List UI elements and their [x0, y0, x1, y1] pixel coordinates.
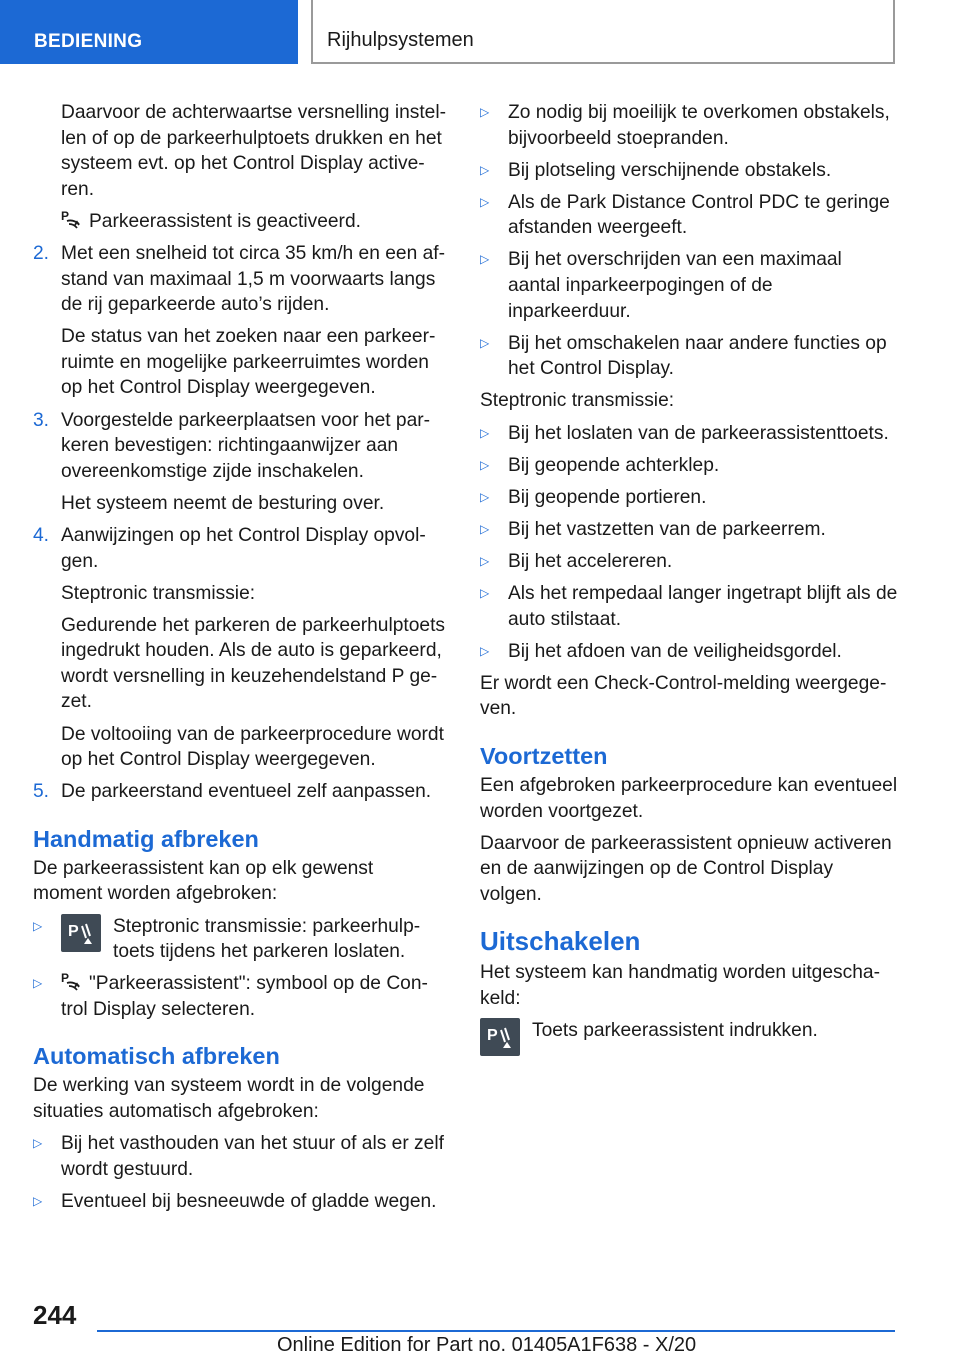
list-item-text: Als de Park Distance Control PDC te geringe afstanden weergeeft.	[508, 191, 890, 239]
list-item-text: Bij het vastzetten van de parkeerrem.	[508, 518, 826, 540]
bullet-triangle-icon: ▷	[480, 162, 490, 177]
list-item	[480, 485, 898, 511]
chapter-header	[311, 0, 895, 64]
step-number: 4.	[33, 524, 50, 546]
list-item	[480, 247, 898, 324]
bullet-triangle-icon: ▷	[480, 489, 490, 504]
activated-line	[33, 209, 447, 235]
svg-text:P: P	[68, 922, 79, 940]
footer-divider	[97, 1330, 895, 1332]
list-item-text: Bij plotseling verschijnende obstakels.	[508, 159, 832, 181]
chapter-title: Rijhulpsystemen	[327, 29, 474, 51]
parking-button-glyph	[486, 1024, 514, 1050]
step-5	[33, 779, 447, 805]
list-item-text: "Parkeerassistent": symbool op de Control Display selecteren.	[61, 973, 428, 1020]
step-text: Voorgestelde parkeerplaatsen voor het parkeren bevestigen: richtingaanwijzer aan overeenkomstige zijde inschakelen.	[61, 409, 431, 482]
svg-text:P: P	[487, 1027, 498, 1045]
parking-assistant-icon	[61, 209, 83, 229]
list-item-text: Bij geopende portieren.	[508, 486, 707, 508]
step-2	[33, 241, 447, 401]
step-4	[33, 523, 447, 773]
manual-cancel-heading: Handmatig afbreken	[33, 825, 259, 852]
list-item-text: Als het rempedaal langer ingetrapt blijft als de auto stilstaat.	[508, 583, 898, 630]
bullet-triangle-icon: ▷	[33, 918, 43, 933]
list-item	[480, 581, 898, 632]
activated-text: Parkeerassistent is geactiveerd.	[89, 210, 361, 232]
step-text: Gedurende het parkeren de parkeerhulptoets ingedrukt houden. Als de auto is geparkeerd, wordt versnelling in keuzehendelstand P gezet.	[61, 614, 446, 713]
footer-edition: Online Edition for Part no. 01405A1F638 - X/20	[277, 1334, 697, 1356]
bullet-triangle-icon: ▷	[480, 643, 490, 658]
list-item	[33, 1131, 447, 1182]
continue-text: Daarvoor de parkeerassistent opnieuw activeren en de aanwijzingen op de Control Display volgen.	[480, 832, 892, 905]
bullet-triangle-icon: ▷	[480, 252, 490, 267]
bullet-triangle-icon: ▷	[480, 194, 490, 209]
list-item-text: Bij het omschakelen naar andere functies op het Control Display.	[508, 332, 887, 380]
svg-text:P: P	[61, 971, 70, 986]
auto-cancel-heading: Automatisch afbreken	[33, 1043, 280, 1070]
switch-off-text: Het systeem kan handmatig worden uitgeschakeld:	[480, 962, 880, 1010]
step-text: Het systeem neemt de besturing over.	[61, 492, 385, 514]
list-item-text: Bij het overschrijden van een maximaal aantal inparkeerpogingen of de inparkeerduur.	[508, 249, 842, 322]
left-column	[33, 100, 447, 1221]
list-item	[480, 190, 898, 241]
step-text: De status van het zoeken naar een parkeerruimte en mogelijke parkeerruimtes worden op het Control Display weergegeven.	[61, 326, 436, 399]
switch-off-heading: Uitschakelen	[480, 926, 641, 957]
step-3	[33, 408, 447, 517]
bullet-triangle-icon: ▷	[480, 105, 490, 119]
list-item-text: Bij het accelereren.	[508, 550, 673, 572]
list-item	[480, 639, 898, 665]
step-text: De voltooiing van de parkeerprocedure wordt op het Control Display weergegeven.	[61, 723, 444, 771]
list-item-text: Bij het loslaten van de parkeerassistenttoets.	[508, 422, 889, 444]
parking-button-icon	[480, 1018, 520, 1056]
bullet-triangle-icon: ▷	[480, 521, 490, 536]
bullet-triangle-icon: ▷	[33, 976, 43, 991]
list-item	[33, 971, 447, 1022]
list-item-text: Bij het afdoen van de veiligheidsgordel.	[508, 640, 842, 662]
step-number: 3.	[33, 409, 50, 431]
step-text: De parkeerstand eventueel zelf aanpassen.	[61, 781, 432, 803]
list-item-text: Bij het vasthouden van het stuur of als er zelf wordt gestuurd.	[61, 1133, 444, 1180]
manual-cancel-text: De parkeerassistent kan op elk gewenst moment worden afgebroken:	[33, 857, 374, 905]
section-title: BEDIENING	[34, 31, 143, 52]
continue-heading: Voortzetten	[480, 742, 608, 769]
step-text: Met een snelheid tot circa 35 km/h en een afstand van maximaal 1,5 m voorwaarts langs de rij geparkeerde auto’s rijden.	[61, 242, 445, 316]
parking-button-icon	[61, 914, 101, 952]
bullet-triangle-icon: ▷	[480, 586, 490, 600]
step-number: 2.	[33, 242, 50, 264]
list-item	[480, 453, 898, 479]
right-column	[480, 100, 898, 1056]
switch-off-button-text: Toets parkeerassistent indrukken.	[532, 1020, 818, 1042]
bullet-triangle-icon: ▷	[33, 1193, 43, 1208]
list-item	[480, 517, 898, 543]
intro-paragraph: Daarvoor de achterwaartse versnelling instellen of op de parkeerhulptoets drukken en het systeem evt. op het Control Display activeren.	[61, 102, 446, 200]
list-item-text: Bij geopende achterklep.	[508, 454, 720, 476]
list-item	[33, 1189, 447, 1215]
list-item	[480, 100, 898, 151]
auto-cancel-text: De werking van systeem wordt in de volgende situaties automatisch afgebroken:	[33, 1075, 425, 1122]
steptronic-label: Steptronic transmissie:	[480, 390, 675, 412]
page-number: 244	[33, 1300, 77, 1330]
bullet-triangle-icon: ▷	[480, 335, 490, 350]
list-item-text: Eventueel bij besneeuwde of gladde wegen.	[61, 1190, 437, 1212]
parking-button-glyph	[67, 920, 95, 946]
bullet-triangle-icon: ▷	[480, 553, 490, 568]
list-item	[480, 549, 898, 575]
list-item	[33, 914, 447, 965]
bullet-triangle-icon: ▷	[480, 457, 490, 472]
continue-text: Een afgebroken parkeerprocedure kan eventueel worden voortgezet.	[480, 774, 898, 822]
list-item	[480, 158, 898, 184]
section-tab	[0, 0, 298, 64]
parking-assistant-icon	[61, 971, 83, 991]
svg-text:P: P	[61, 208, 70, 223]
switch-off-instruction	[480, 1018, 898, 1056]
list-item	[480, 331, 898, 382]
bullet-triangle-icon: ▷	[33, 1136, 43, 1151]
step-text: Steptronic transmissie:	[61, 582, 256, 604]
step-text: Aanwijzingen op het Control Display opvolgen.	[61, 524, 426, 572]
step-number: 5.	[33, 781, 50, 803]
list-item	[480, 421, 898, 447]
list-item-text: Zo nodig bij moeilijk te overkomen obstakels, bijvoorbeeld stoepranden.	[508, 102, 890, 149]
list-item-text: Steptronic transmissie: parkeerhulptoets tijdens het parkeren loslaten.	[113, 915, 421, 963]
check-control-message: Er wordt een Check-Control-melding weergegeven.	[480, 672, 887, 720]
bullet-triangle-icon: ▷	[480, 425, 490, 440]
